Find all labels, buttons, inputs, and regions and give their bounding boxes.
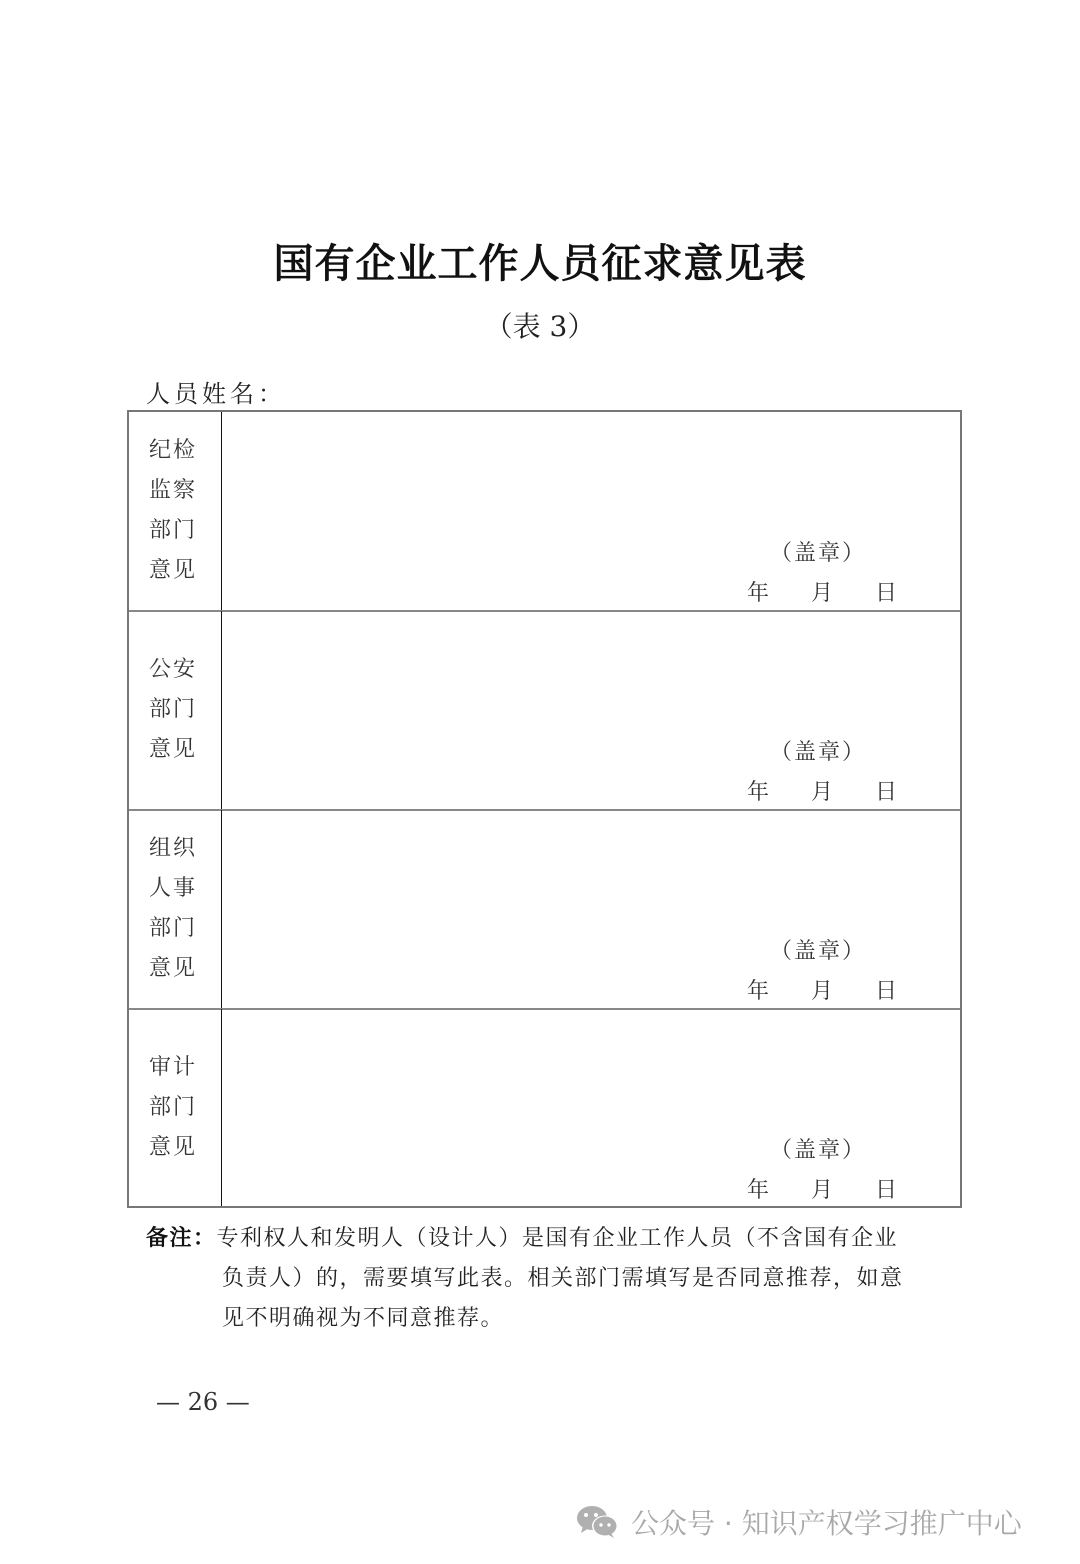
opinion-table [127, 410, 962, 1208]
row-label: 审计部门意见 [149, 1054, 198, 1160]
remarks-line-3: 见不明确视为不同意推荐。 [222, 1306, 505, 1331]
remarks-line-2: 负责人）的，需要填写此表。相关部门需填写是否同意推荐，如意 [222, 1266, 904, 1291]
year-label: 年 [747, 1178, 770, 1203]
date-line [747, 576, 897, 607]
month-label: 月 [811, 780, 834, 805]
row-label: 纪检监察部门意见 [149, 438, 198, 583]
seal-label: （盖章） [770, 1138, 867, 1163]
remarks-line-1: 专利权人和发明人（设计人）是国有企业工作人员（不含国有企业 [216, 1226, 899, 1251]
row-organization-personnel [129, 810, 960, 1010]
day-label: 日 [875, 1178, 898, 1203]
remarks [146, 1218, 956, 1339]
year-label: 年 [747, 979, 770, 1004]
date-line [747, 1173, 897, 1204]
page-number: — 26 — [156, 1388, 250, 1416]
date-line [747, 974, 897, 1005]
year-label: 年 [747, 581, 770, 606]
form-title: 国有企业工作人员征求意见表 [273, 240, 807, 287]
opinion-field[interactable] [222, 810, 960, 1008]
row-label: 组织人事部门意见 [149, 836, 198, 981]
row-discipline-inspection [129, 412, 960, 612]
seal-label: （盖章） [770, 740, 867, 765]
date-line [747, 775, 897, 806]
row-label-cell [129, 611, 222, 809]
opinion-field[interactable] [222, 1009, 960, 1206]
month-label: 月 [811, 581, 834, 606]
day-label: 日 [875, 979, 898, 1004]
month-label: 月 [811, 979, 834, 1004]
row-public-security [129, 611, 960, 811]
day-label: 日 [875, 581, 898, 606]
opinion-field[interactable] [222, 611, 960, 809]
row-label-cell [129, 1009, 222, 1206]
wechat-icon [575, 1504, 621, 1540]
watermark-text: 公众号 · 知识产权学习推广中心 [631, 1507, 1022, 1540]
watermark [575, 1502, 1022, 1542]
month-label: 月 [811, 1178, 834, 1203]
form-subtitle: （表 3） [484, 310, 596, 343]
person-name-label: 人员姓名： [146, 380, 286, 408]
day-label: 日 [875, 780, 898, 805]
row-audit [129, 1009, 960, 1206]
year-label: 年 [747, 780, 770, 805]
row-label: 公安部门意见 [149, 657, 198, 762]
row-label-cell [129, 810, 222, 1008]
seal-label: （盖章） [770, 541, 867, 566]
remarks-label: 备注： [146, 1225, 217, 1251]
opinion-field[interactable] [222, 412, 960, 610]
row-label-cell [129, 412, 222, 610]
seal-label: （盖章） [770, 939, 867, 964]
